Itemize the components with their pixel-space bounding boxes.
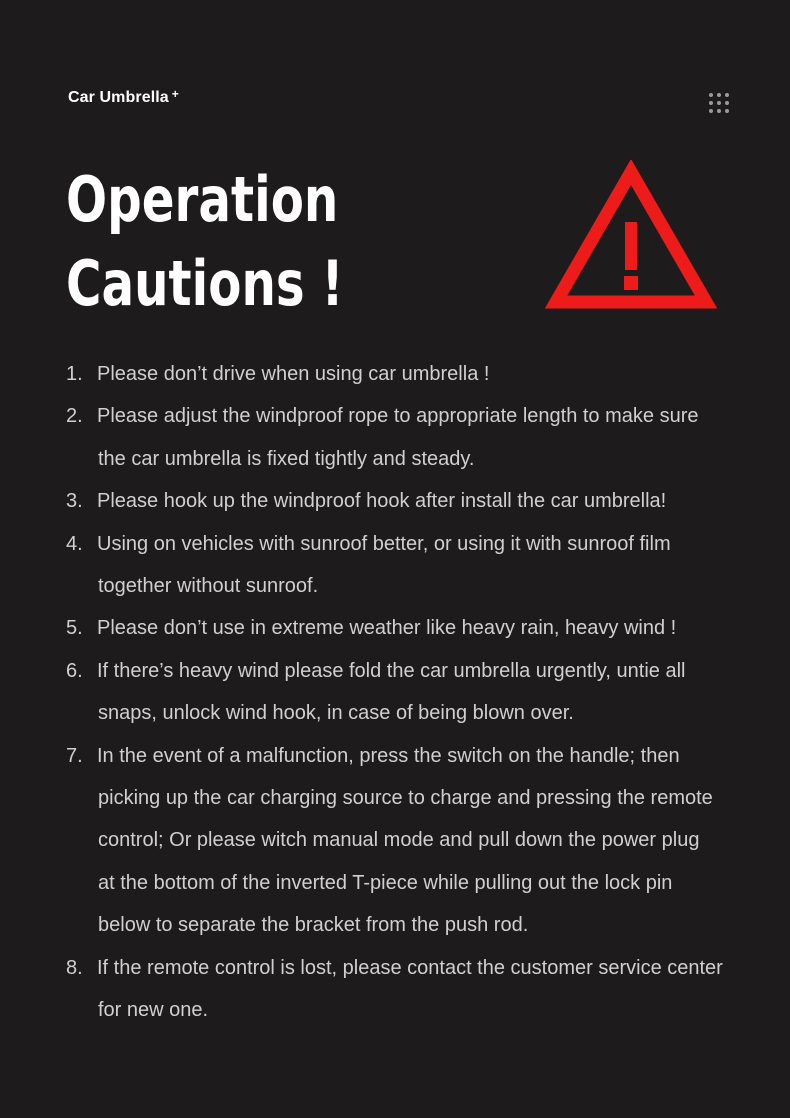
caution-text-line: Please don’t drive when using car umbrella ! xyxy=(97,363,490,385)
caution-number: 3. xyxy=(66,490,83,513)
caution-text-line: below to separate the bracket from the push rod. xyxy=(98,914,529,937)
brand-label xyxy=(68,89,179,107)
caution-item xyxy=(66,395,756,480)
caution-text-line: Please don’t use in extreme weather like heavy rain, heavy wind ! xyxy=(97,617,677,640)
caution-item xyxy=(66,353,756,395)
caution-item xyxy=(66,480,756,522)
caution-text-line: In the event of a malfunction, press the switch on the handle; then xyxy=(97,744,680,767)
caution-item xyxy=(66,947,756,1032)
caution-item xyxy=(66,607,756,649)
caution-number: 8. xyxy=(66,956,83,979)
title-line-1: Operation xyxy=(66,163,339,236)
caution-text-line: Please adjust the windproof rope to appropriate length to make sure xyxy=(97,405,699,428)
caution-text-line: control; Or please witch manual mode and pull down the power plug xyxy=(98,829,700,852)
caution-text-line: the car umbrella is fixed tightly and steady. xyxy=(98,447,475,470)
caution-number: 2. xyxy=(66,405,83,428)
caution-text-line: If the remote control is lost, please contact the customer service center xyxy=(97,956,723,979)
caution-number: 6. xyxy=(66,659,83,682)
caution-text-line: Please hook up the windproof hook after install the car umbrella! xyxy=(97,490,667,513)
caution-text-line: snaps, unlock wind hook, in case of being blown over. xyxy=(98,702,574,725)
caution-item xyxy=(66,523,756,608)
grid-dots-icon[interactable] xyxy=(709,93,733,117)
caution-text-line: together without sunroof. xyxy=(98,575,319,598)
caution-number: 5. xyxy=(66,617,83,640)
caution-text-line: picking up the car charging source to charge and pressing the remote xyxy=(98,787,713,810)
warning-triangle-icon xyxy=(544,160,718,312)
brand-plus: + xyxy=(171,87,179,101)
caution-item xyxy=(66,650,756,735)
caution-number: 7. xyxy=(66,744,83,767)
cautions-list xyxy=(66,353,756,1032)
caution-text-line: If there’s heavy wind please fold the car umbrella urgently, untie all xyxy=(97,659,686,682)
caution-text-line: at the bottom of the inverted T-piece while pulling out the lock pin xyxy=(98,871,673,894)
caution-text-line: for new one. xyxy=(98,999,209,1022)
caution-number: 4. xyxy=(66,532,83,555)
title-line-2: Cautions ! xyxy=(66,247,344,320)
brand-name: Car Umbrella xyxy=(68,89,169,106)
caution-text-line: Using on vehicles with sunroof better, or using it with sunroof film xyxy=(97,532,671,555)
caution-number: 1. xyxy=(66,363,83,385)
caution-item xyxy=(66,735,756,947)
page-title xyxy=(66,158,344,326)
